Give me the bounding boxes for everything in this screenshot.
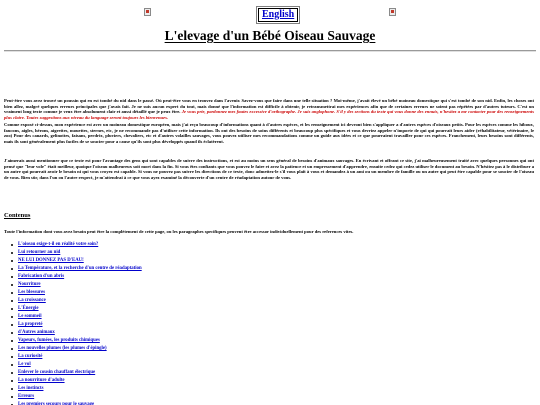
intro-paragraph-1	[4, 98, 534, 120]
contents-item	[10, 313, 142, 321]
contents-item	[10, 249, 142, 257]
contents-item	[10, 393, 142, 401]
contents-item	[10, 257, 142, 265]
intro-text: Peut-être vous avez trouvé un poussin qui en est tombé du nid dans le passé. Où peut-être vous en trouvez dans l'avenir. Savez-vous que faire dans une telle situation ? Moi-même, j'avait élevé un bébé moineau domestique qui s'est tombé de son nid. Enfin, les choses ont bien allez, malgré quelques erreurs principales que j'avais fait. Je ne suis aucun expert du tout, mais donné que l'information est difficile à obtenir, je retransmettrai mes expériences afin que de certaines erreurs ne soient pas répétées par d'autres tuteurs. C'est un vraiment long texte comme je veux être absolument clair et aussi détaillé que je peux être.	[4, 98, 534, 115]
contents-link[interactable]: La propreté	[18, 322, 43, 327]
contents-link[interactable]: La Température, et la recherche d'un centre de réadaptation	[18, 266, 142, 271]
contents-item	[10, 305, 142, 313]
contents-item	[10, 297, 142, 305]
contents-item	[10, 321, 142, 329]
horizontal-rule	[4, 50, 536, 52]
contents-item	[10, 289, 142, 297]
contents-link[interactable]: d'Autres animaux	[18, 330, 55, 335]
contents-link[interactable]: Fabrication d'un abris	[18, 274, 65, 279]
contents-item	[10, 401, 142, 405]
contents-item	[10, 281, 142, 289]
page-title: L'elevage d'un Bébé Oiseau Sauvage	[164, 28, 376, 43]
contents-item	[10, 345, 142, 353]
contents-intro: Toute l'information dont vous avez besoin peut être la complètement de cette page, ou les paragraphes specifiques peuvent être accessor individuellement pour des references vites.	[4, 229, 354, 234]
contents-link[interactable]: Nourriture	[18, 282, 41, 287]
contents-item	[10, 353, 142, 361]
contents-item	[10, 361, 142, 369]
contents-link[interactable]: Les premiers secours pour le sauvage	[18, 402, 95, 405]
contents-link[interactable]: Vapeurs, fumées, les produits chimiques	[18, 338, 100, 343]
broken-image-icon	[389, 8, 396, 16]
contents-link[interactable]: La curiosité	[18, 354, 43, 359]
contents-link[interactable]: Les instincts	[18, 386, 44, 391]
contents-link[interactable]: Enlever le cousin chauffant électrique	[18, 370, 96, 375]
contents-heading: Contenus	[4, 212, 31, 219]
contents-link[interactable]: Erreurs	[18, 394, 35, 399]
contents-link[interactable]: Le vol	[18, 362, 31, 367]
contents-link[interactable]: La nourriture d'adulte	[18, 378, 65, 383]
contents-item	[10, 377, 142, 385]
broken-image-icon	[144, 8, 151, 16]
contents-item	[10, 273, 142, 281]
contents-item	[10, 369, 142, 377]
table-of-contents	[10, 241, 142, 405]
spelling-apology-note: Je vous prie, pardonnez mes fautes excessive d'orthographe. Je suis anglophone. S'il y des sections du texte qui vous donne des ennuis, n'hesitez a me contacter pour des renseignements plus claire. Toutes suggestions aux niveau du language seront toujours les bienvenues.	[4, 109, 534, 120]
contents-link[interactable]: L'oiseau exige-t-il en réalité votre soin?	[18, 242, 99, 247]
intro-paragraph-2: Comme exposé ci-dessus, mon expérience est avec un moineau domestique européen, mais j'ai reçu beaucoup d'informations quant à d'autres espèces, et les renseignement ici devront bien s'appliquer a d'autres espèces d'oiseaux petits. Pour les espèces comme les hiboux, faucons, aigles, hérons, aigrettes, mouettes, sternes, etc, je ne recommande pas d'utiliser cette information. Ils ont des besoins de soins différents et beaucoup plus spécifiques et vous devriez appeler n'importe de qui qui pourrait leurs aider (réhabilitateur, vétérinaire, le zoo) Pour des canards, gelinottes, faisans, perdrix, pluviers, chevaliers, etc et d'autres volailles sauvages, vous pouvez utiliser mes recommandations comme un guide aux idées et ce que pourraient travailler pour ces espèces. Franchement, leurs besoins sont différents, mais ils sont généralement plus faciles de se soucier pour a cause qu'ils sont plus développés quand ils éclatèrent.	[4, 122, 534, 144]
contents-item	[10, 337, 142, 345]
contents-item	[10, 241, 142, 249]
contents-item	[10, 265, 142, 273]
contents-link[interactable]: La croissance	[18, 298, 46, 303]
contents-link[interactable]: Les nouvelles plumes (les plumes d'épingle)	[18, 346, 107, 351]
contents-item	[10, 385, 142, 393]
contents-link[interactable]: L'Énergie	[18, 306, 39, 311]
contents-link[interactable]: Les blessures	[18, 290, 45, 295]
english-language-button[interactable]: English	[258, 8, 298, 22]
contents-item	[10, 329, 142, 337]
contents-link[interactable]: Le sommeil	[18, 314, 42, 319]
contents-link[interactable]: NE LUI DONNEZ PAS D'EAU!	[18, 258, 84, 263]
intro-paragraph-3: J'aimerais aussi mentionner que ce texte est pour l'avantage des gens qui sont capables de suivre des instructions, et est au moins un sens général de besoins d'animaux sauvages. En écrivant et offrant ce site, j'ai malheureusement traité avec quelques personnes qui ont pensé que "leur vole" était meilleur, quoique l'oiseau malheureux soit mort dans la fin. Si vous êtes confiants que vous pouvez le faire et avez la patience et un empressement d'apprendre, ensuite cedez qui cedez utiliser le document au besoin. N'hésitez pas à le distribuer a un autre qui pourrait avoir le besoin ni qui vous croyez est capable. Si vous ne pouvez pas suivre les directions de ce texte, donc admettez-le s'il vous plaît à vous et demandez à un ami ou un membre de famille ou un autre qui peut être capable pour se soucier de l'oiseau de vous. Bien sûr, dans l'un ou l'autre respect, je m'attendrai à ce que vous ayez examiné la découverte d'un centre de réadaptation autour de vous.	[4, 158, 534, 180]
contents-link[interactable]: Lui retourner au nid	[18, 250, 61, 255]
